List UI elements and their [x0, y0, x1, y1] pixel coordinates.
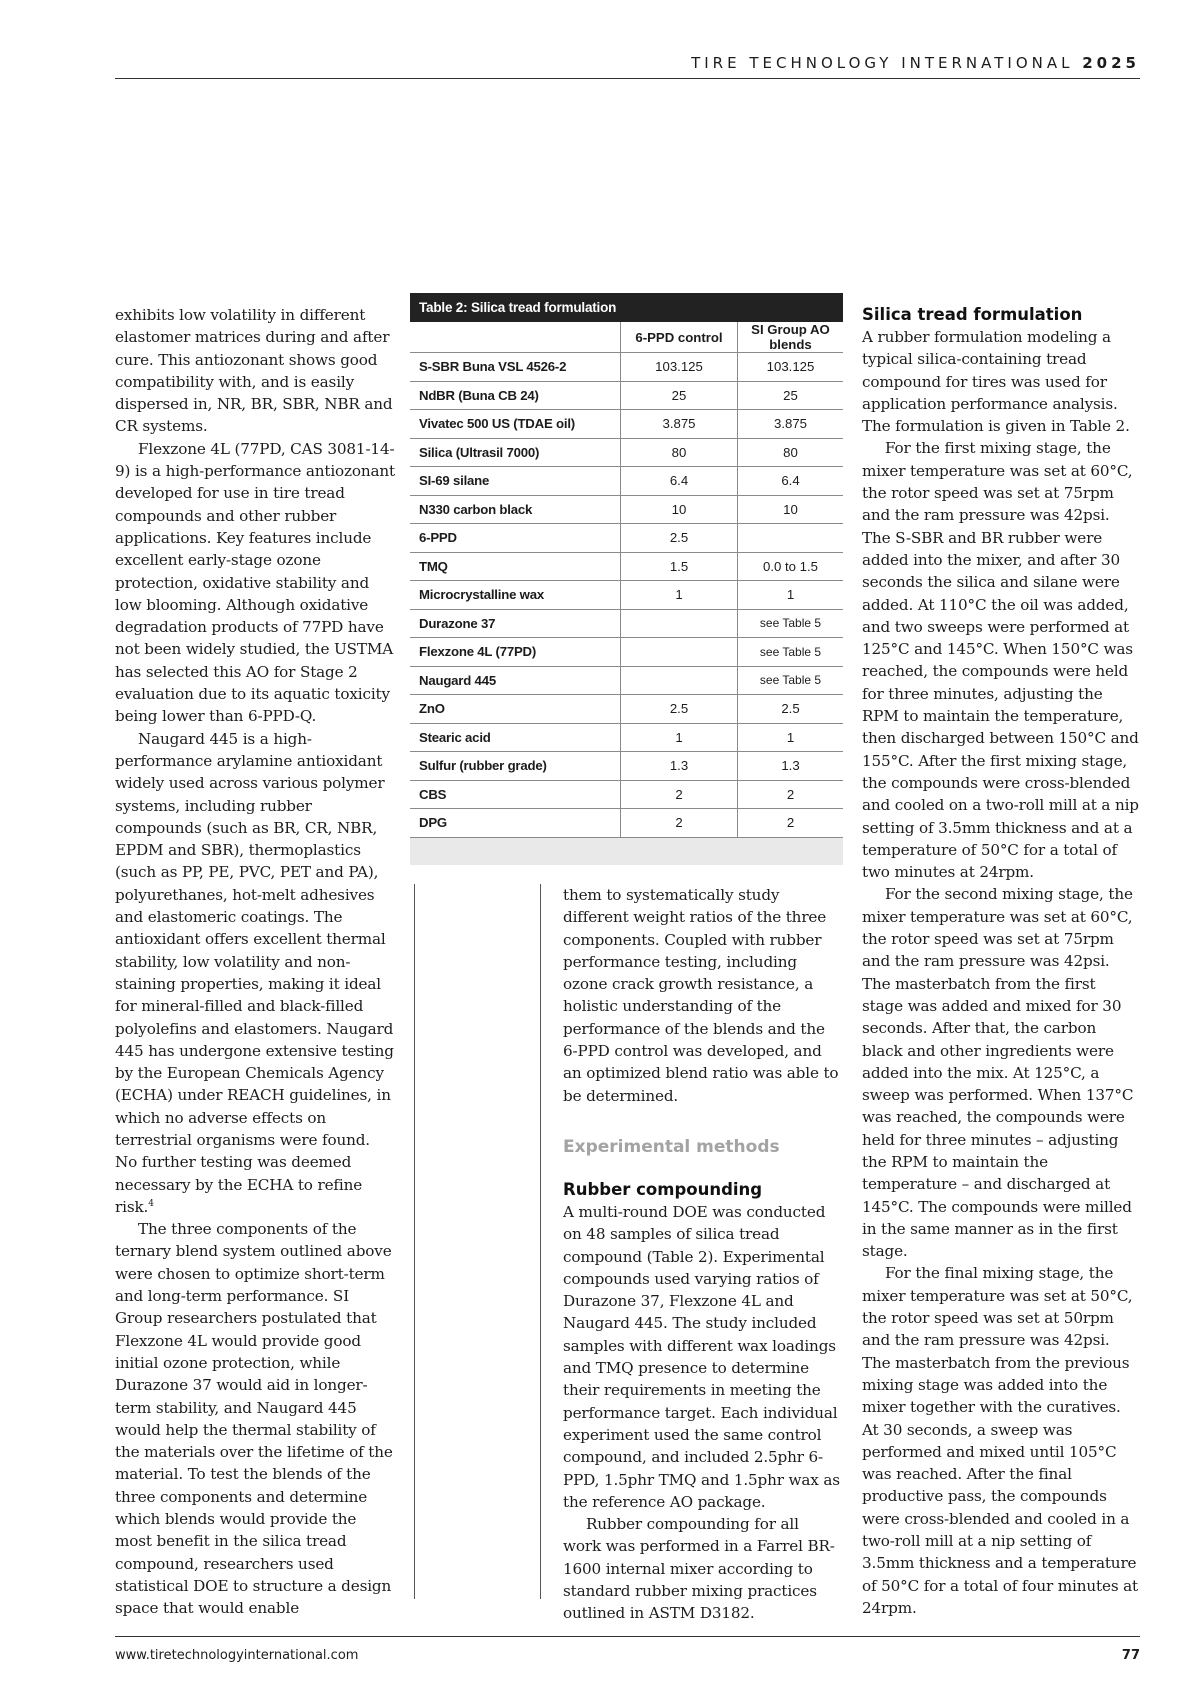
ingredient-label: Flexzone 4L (77PD)	[410, 638, 621, 667]
control-value	[621, 666, 738, 695]
blends-value: 2	[738, 780, 844, 809]
paragraph: them to systematically study different weight ratios of the three components. Coupled with rubber performance testing, including ozone crack growth resistance, a holistic understanding of the performance of the blends and the 6-PPD control was developed, and an optimized blend ratio was able to be determined.	[563, 886, 839, 1105]
paragraph: For the final mixing stage, the mixer temperature was set at 50°C, the rotor speed was set at 50rpm and the ram pressure was 42psi. The masterbatch from the previous mixing stage was added into the mixer together with the curatives. At 30 seconds, a sweep was performed and mixed until 105°C was reached. After the final productive pass, the compounds were cross-blended and cooled in a two-roll mill at a nip setting of 3.5mm thickness and a temperature of 50°C for a total of four minutes at 24rpm.	[862, 1264, 1139, 1617]
table-footer-band	[410, 838, 843, 865]
control-value: 3.875	[621, 410, 738, 439]
footnote-reference: 4	[148, 1198, 154, 1209]
table-row	[410, 723, 843, 752]
formulation-table	[410, 293, 843, 865]
footer-rule	[115, 1636, 1140, 1637]
blends-value: 2.5	[738, 695, 844, 724]
table-header-row	[410, 322, 843, 353]
control-value: 2.5	[621, 524, 738, 553]
control-value: 2	[621, 809, 738, 838]
control-value	[621, 609, 738, 638]
subheading-silica-tread: Silica tread formulation	[862, 305, 1083, 324]
ingredient-label: SI-69 silane	[410, 467, 621, 496]
control-value: 2.5	[621, 695, 738, 724]
ingredient-label: Microcrystalline wax	[410, 581, 621, 610]
publication-year: 2025	[1082, 54, 1140, 72]
paragraph: Flexzone 4L (77PD, CAS 3081-14-9) is a high-performance antiozonant developed for use in tire tread compounds and other rubber applications. Key features include excellent early-stage ozone protection, oxidative stability and low blooming. Although oxidative degradation products of 77PD have not been widely studied, the USTMA has selected this AO for Stage 2 evaluation due to its aquatic toxicity being lower than 6-PPD-Q.	[115, 439, 396, 726]
control-value: 2	[621, 780, 738, 809]
paragraph: Rubber compounding for all work was performed in a Farrel BR-1600 internal mixer according to standard rubber mixing practices outlined in ASTM D3182.	[563, 1515, 835, 1623]
ingredient-label: S-SBR Buna VSL 4526-2	[410, 353, 621, 382]
ingredient-label: 6-PPD	[410, 524, 621, 553]
table-row	[410, 780, 843, 809]
table-row	[410, 524, 843, 553]
table-header-blank	[410, 322, 621, 353]
paragraph	[115, 728, 395, 1219]
section-heading: Experimental methods	[563, 1136, 780, 1157]
column-middle	[563, 884, 841, 1625]
table-row	[410, 467, 843, 496]
subheading-rubber-compounding: Rubber compounding	[563, 1179, 763, 1199]
blends-value: 3.875	[738, 410, 844, 439]
table-row	[410, 495, 843, 524]
blends-value	[738, 524, 844, 553]
blends-value: see Table 5	[738, 638, 844, 667]
blends-value: 2	[738, 809, 844, 838]
blends-value: see Table 5	[738, 666, 844, 695]
ingredient-label: Vivatec 500 US (TDAE oil)	[410, 410, 621, 439]
paragraph: exhibits low volatility in different elastomer matrices during and after cure. This antiozonant shows good compatibility with, and is easily dispersed in, NR, BR, SBR, NBR and CR systems.	[115, 306, 393, 436]
table-row	[410, 752, 843, 781]
blends-value: 25	[738, 381, 844, 410]
ingredient-label: TMQ	[410, 552, 621, 581]
control-value	[621, 638, 738, 667]
table-row	[410, 695, 843, 724]
ingredient-label: NdBR (Buna CB 24)	[410, 381, 621, 410]
column-divider	[414, 884, 415, 1599]
blends-value: 6.4	[738, 467, 844, 496]
paragraph: For the second mixing stage, the mixer temperature was set at 60°C, the rotor speed was set at 75rpm and the ram pressure was 42psi. The masterbatch from the first stage was added and mixed for 30 seconds. After that, the carbon black and other ingredients were added into the mix. At 125°C, a sweep was performed. When 137°C was reached, the compounds were held for three minutes – adjusting the RPM to maintain the temperature – and discharged at 145°C. The compounds were milled in the same manner as in the first stage.	[862, 885, 1134, 1261]
ingredient-label: CBS	[410, 780, 621, 809]
table-row	[410, 609, 843, 638]
control-value: 25	[621, 381, 738, 410]
ingredient-label: Stearic acid	[410, 723, 621, 752]
control-value: 1.3	[621, 752, 738, 781]
column-header-control: 6-PPD control	[621, 322, 738, 353]
blends-value: 1	[738, 581, 844, 610]
blends-value: 1.3	[738, 752, 844, 781]
header-rule	[115, 78, 1140, 79]
table-title: Table 2: Silica tread formulation	[410, 293, 843, 322]
control-value: 103.125	[621, 353, 738, 382]
table-row	[410, 353, 843, 382]
blends-value: 80	[738, 438, 844, 467]
blends-value: 0.0 to 1.5	[738, 552, 844, 581]
paragraph: For the first mixing stage, the mixer temperature was set at 60°C, the rotor speed was set at 75rpm and the ram pressure was 42psi. The S-SBR and BR rubber were added into the mixer, and after 30 seconds the silica and silane were added. At 110°C the oil was added, and two sweeps were performed at 125°C and 145°C. When 150°C was reached, the compounds were held for three minutes, adjusting the RPM to maintain the temperature, then discharged between 150°C and 155°C. After the first mixing stage, the compounds were cross-blended and cooled on a two-roll mill at a nip setting of 3.5mm thickness and at a temperature of 50°C for a total of two minutes at 24rpm.	[862, 439, 1139, 882]
ingredient-label: Silica (Ultrasil 7000)	[410, 438, 621, 467]
table-row	[410, 410, 843, 439]
blends-value: 103.125	[738, 353, 844, 382]
control-value: 1	[621, 723, 738, 752]
control-value: 80	[621, 438, 738, 467]
blends-value: see Table 5	[738, 609, 844, 638]
table-row	[410, 666, 843, 695]
paragraph: The three components of the ternary blend system outlined above were chosen to optimize short-term and long-term performance. SI Group researchers postulated that Flexzone 4L would provide good initial ozone protection, while Durazone 37 would aid in longer-term stability, and Naugard 445 would help the thermal stability of the materials over the lifetime of the material. To test the blends of the three components and determine which blends would provide the most benefit in the silica tread compound, researchers used statistical DOE to structure a design space that would enable	[115, 1220, 393, 1618]
table-row	[410, 438, 843, 467]
publication-title: TIRE TECHNOLOGY INTERNATIONAL	[691, 54, 1074, 72]
running-header	[115, 54, 1140, 72]
table-grid	[410, 322, 843, 838]
ingredient-label: ZnO	[410, 695, 621, 724]
column-right	[862, 304, 1140, 1619]
column-left	[115, 304, 395, 1620]
column-divider	[540, 884, 541, 1599]
control-value: 10	[621, 495, 738, 524]
table-row	[410, 809, 843, 838]
blends-value: 1	[738, 723, 844, 752]
footer-url: www.tiretechnologyinternational.com	[115, 1648, 359, 1663]
paragraph: A multi-round DOE was conducted on 48 samples of silica tread compound (Table 2). Experimental compounds used varying ratios of Durazone 37, Flexzone 4L and Naugard 445. The study included samples with different wax loadings and TMQ presence to determine their requirements in meeting the performance target. Each individual experiment used the same control compound, and included 2.5phr 6-PPD, 1.5phr TMQ and 1.5phr wax as the reference AO package.	[563, 1202, 840, 1511]
control-value: 1.5	[621, 552, 738, 581]
control-value: 6.4	[621, 467, 738, 496]
ingredient-label: N330 carbon black	[410, 495, 621, 524]
table-row	[410, 581, 843, 610]
ingredient-label: Sulfur (rubber grade)	[410, 752, 621, 781]
ingredient-label: Durazone 37	[410, 609, 621, 638]
column-header-blends: SI Group AO blends	[738, 322, 844, 353]
table-row	[410, 381, 843, 410]
table-row	[410, 638, 843, 667]
table-body	[410, 353, 843, 838]
control-value: 1	[621, 581, 738, 610]
blends-value: 10	[738, 495, 844, 524]
table-row	[410, 552, 843, 581]
page-number: 77	[1121, 1648, 1140, 1663]
paragraph-text: Naugard 445 is a high-performance arylamine antioxidant widely used across various polymer systems, including rubber compounds (such as BR, CR, NBR, EPDM and SBR), thermoplastics (such as PP, PE, PVC, PET and PA), polyurethanes, hot-melt adhesives and elastomeric coatings. The antioxidant offers excellent thermal stability, low volatility and non-staining properties, making it ideal for mineral-filled and black-filled polyolefins and elastomers. Naugard 445 has undergone extensive testing by the European Chemicals Agency (ECHA) under REACH guidelines, in which no adverse effects on terrestrial organisms were found. No further testing was deemed necessary by the ECHA to refine risk.	[115, 729, 394, 1216]
ingredient-label: Naugard 445	[410, 666, 621, 695]
ingredient-label: DPG	[410, 809, 621, 838]
paragraph: A rubber formulation modeling a typical silica-containing tread compound for tires was used for application performance analysis. The formulation is given in Table 2.	[862, 328, 1130, 436]
